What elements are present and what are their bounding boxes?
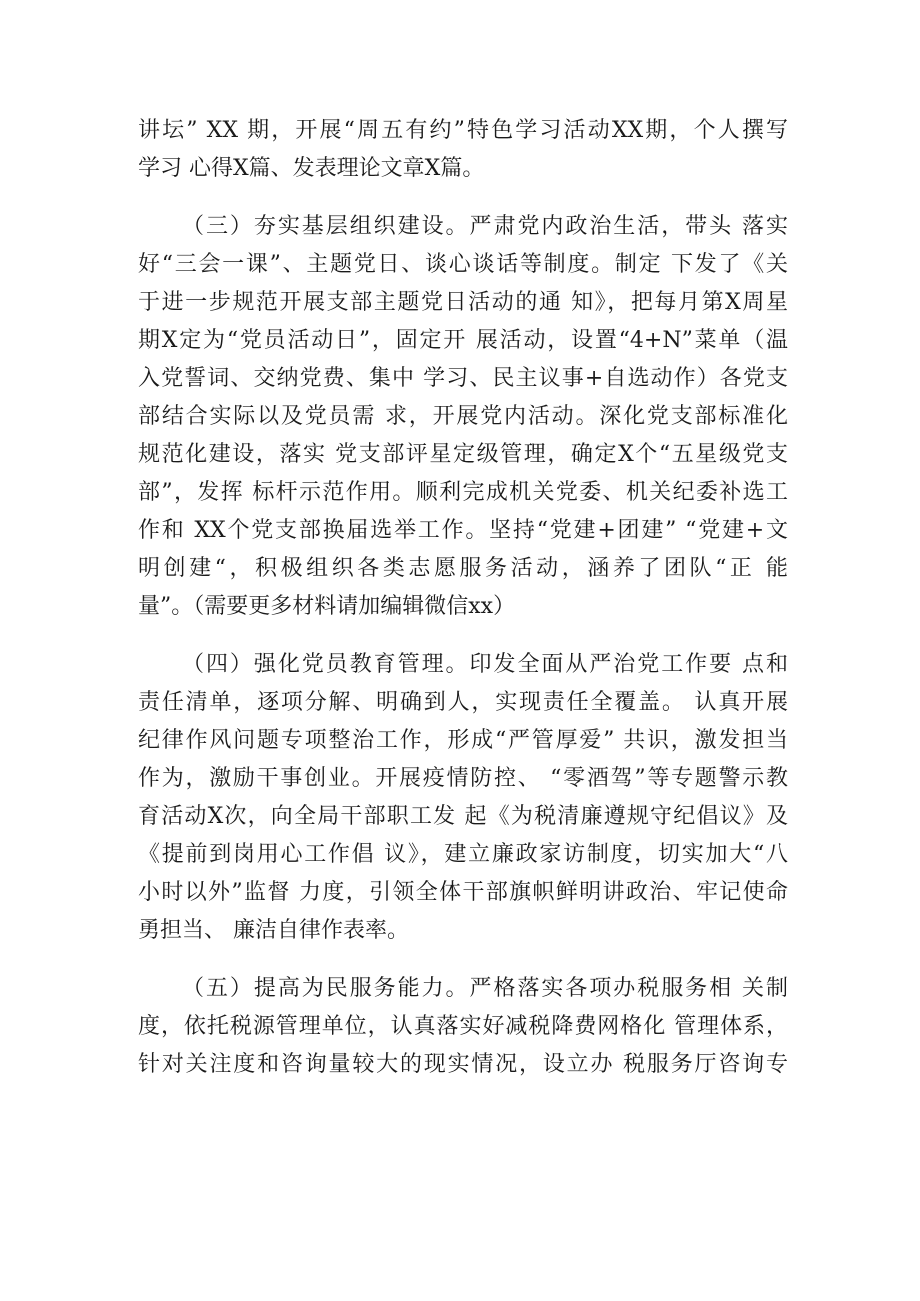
text-line: 小时以外”监督 力度，引领全体干部旗帜鲜明讲政治、牢记使命 — [138, 880, 788, 905]
text-line: 针对关注度和咨询量较大的现实情况，设立办 税服务厅咨询专 — [138, 1052, 788, 1077]
text-line: 讲坛” XX 期，开展“周五有约”特色学习活动XX期，个人撰写 — [138, 118, 788, 143]
text-line: 作为，激励干事创业。开展疫情防控、 “零酒驾”等专题警示教 — [138, 766, 788, 791]
text-line: 量”。（需要更多材料请加编辑微信xx） — [138, 594, 516, 619]
text-line: 好“三会一课”、主题党日、谈心谈话等制度。制定 下发了《关 — [138, 252, 788, 277]
text-line: （三）夯实基层组织建设。严肃党内政治生活，带头 落实 — [182, 214, 788, 239]
text-line: 明创建“，积极组织各类志愿服务活动，涵养了团队“正 能 — [138, 556, 788, 581]
paragraph-continued — [138, 112, 788, 188]
text-line: 育活动X次，向全局干部职工发 起《为税清廉遵规守纪倡议》及 — [138, 804, 788, 829]
text-line: 度，依托税源管理单位，认真落实好减税降费网格化 管理体系， — [138, 1014, 788, 1039]
text-line: 于进一步规范开展支部主题党日活动的通 知》，把每月第X周星 — [138, 290, 788, 315]
document-body — [138, 112, 788, 1084]
text-line: （五）提高为民服务能力。严格落实各项办税服务相 关制 — [182, 976, 788, 1001]
text-line: 作和 XX个党支部换届选举工作。坚持“党建+团建” “党建+文 — [138, 518, 788, 543]
paragraph-section-5 — [138, 970, 788, 1084]
text-line: 入党誓词、交纳党费、集中 学习、民主议事+自选动作）各党支 — [138, 366, 788, 391]
text-line: 纪律作风问题专项整治工作，形成“严管厚爱” 共识，激发担当 — [138, 728, 788, 753]
text-line: 《提前到岗用心工作倡 议》，建立廉政家访制度，切实加大“八 — [138, 842, 788, 867]
text-line: 规范化建设，落实 党支部评星定级管理，确定X个“五星级党支 — [138, 442, 788, 467]
text-line: 责任清单，逐项分解、明确到人，实现责任全覆盖。 认真开展 — [138, 690, 788, 715]
text-line: （四）强化党员教育管理。印发全面从严治党工作要 点和 — [182, 652, 788, 677]
text-line: 部结合实际以及党员需 求，开展党内活动。深化党支部标准化 — [138, 404, 788, 429]
paragraph-section-4 — [138, 646, 788, 950]
text-line: 期X定为“党员活动日”，固定开 展活动，设置“4+N”菜单（温 — [138, 328, 788, 353]
text-line: 勇担当、 廉洁自律作表率。 — [138, 918, 409, 943]
text-line: 部”，发挥 标杆示范作用。顺利完成机关党委、机关纪委补选工 — [138, 480, 788, 505]
text-line: 学习 心得X篇、发表理论文章X篇。 — [138, 156, 485, 181]
paragraph-section-3 — [138, 208, 788, 626]
